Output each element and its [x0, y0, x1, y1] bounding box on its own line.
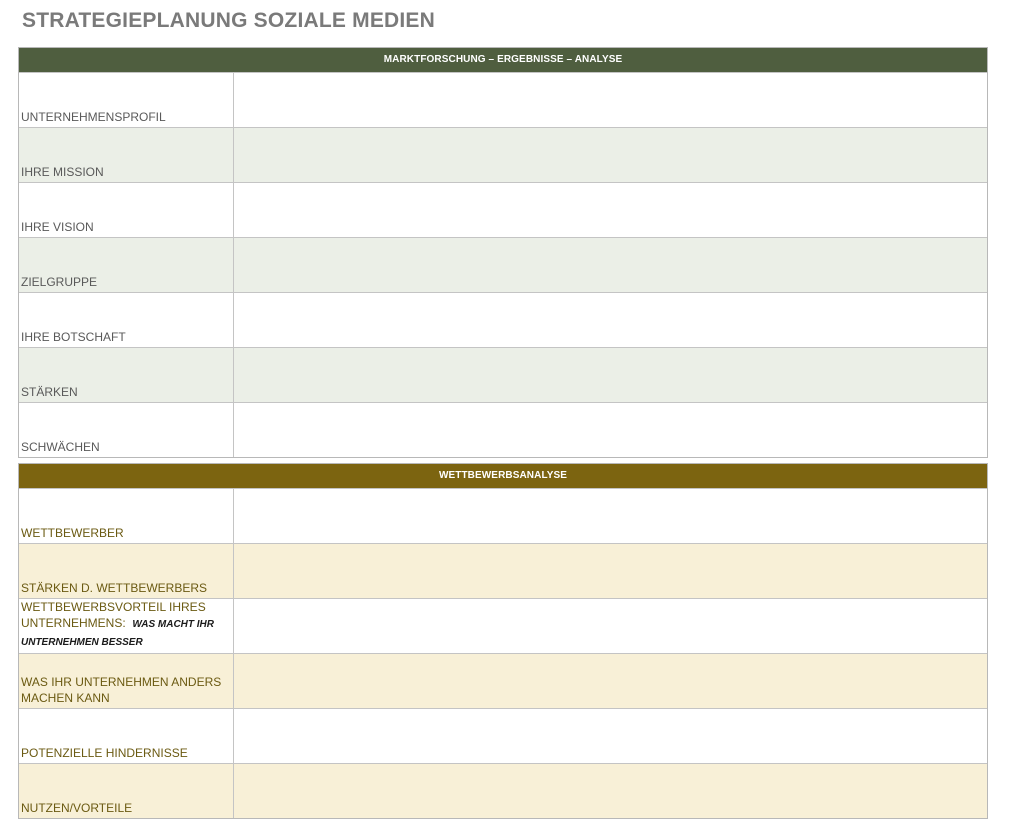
input-weaknesses[interactable]: [234, 403, 987, 457]
row-label-strengths: STÄRKEN: [19, 348, 234, 402]
table-row-mission: [19, 127, 987, 182]
row-label-target-group: ZIELGRUPPE: [19, 238, 234, 292]
row-label-mission: IHRE MISSION: [19, 128, 234, 182]
input-obstacles[interactable]: [234, 709, 987, 763]
row-label-message: IHRE BOTSCHAFT: [19, 293, 234, 347]
page-title: STRATEGIEPLANUNG SOZIALE MEDIEN: [22, 9, 435, 32]
row-label-weaknesses: SCHWÄCHEN: [19, 403, 234, 457]
table-row-strengths: [19, 347, 987, 402]
table-row-target-group: [19, 237, 987, 292]
row-label-competitor: WETTBEWERBER: [19, 489, 234, 543]
input-competitor-strengths[interactable]: [234, 544, 987, 598]
table-row-competitive-advantage: [19, 598, 987, 653]
input-competitive-advantage[interactable]: [234, 599, 987, 653]
competition-analysis-section: [18, 463, 988, 819]
market-research-header: MARKTFORSCHUNG – ERGEBNISSE – ANALYSE: [19, 48, 987, 72]
input-mission[interactable]: [234, 128, 987, 182]
input-message[interactable]: [234, 293, 987, 347]
table-row-company-profile: [19, 72, 987, 127]
row-label-obstacles: POTENZIELLE HINDERNISSE: [19, 709, 234, 763]
table-row-vision: [19, 182, 987, 237]
row-label-benefits: NUTZEN/VORTEILE: [19, 764, 234, 818]
row-label-differentiation: WAS IHR UNTERNEHMEN ANDERS MACHEN KANN: [19, 654, 234, 708]
table-row-competitor: [19, 488, 987, 543]
table-row-differentiation: [19, 653, 987, 708]
table-row-benefits: [19, 763, 987, 818]
input-strengths[interactable]: [234, 348, 987, 402]
market-research-section: [18, 47, 988, 458]
row-label-competitor-strengths: STÄRKEN D. WETTBEWERBERS: [19, 544, 234, 598]
input-competitor[interactable]: [234, 489, 987, 543]
row-note-competitive-advantage: WAS MACHT IHR UNTERNEHMEN BESSER: [21, 619, 215, 648]
input-company-profile[interactable]: [234, 73, 987, 127]
table-row-obstacles: [19, 708, 987, 763]
table-row-competitor-strengths: [19, 543, 987, 598]
input-target-group[interactable]: [234, 238, 987, 292]
row-label-company-profile: UNTERNEHMENSPROFIL: [19, 73, 234, 127]
input-vision[interactable]: [234, 183, 987, 237]
row-label-competitive-advantage: WETTBEWERBSVORTEIL IHRES UNTERNEHMENS: WAS MACHT IHR UNTERNEHMEN BESSER: [19, 599, 234, 653]
input-differentiation[interactable]: [234, 654, 987, 708]
table-row-weaknesses: [19, 402, 987, 457]
input-benefits[interactable]: [234, 764, 987, 818]
table-row-message: [19, 292, 987, 347]
row-label-vision: IHRE VISION: [19, 183, 234, 237]
competition-analysis-header: WETTBEWERBSANALYSE: [19, 464, 987, 488]
